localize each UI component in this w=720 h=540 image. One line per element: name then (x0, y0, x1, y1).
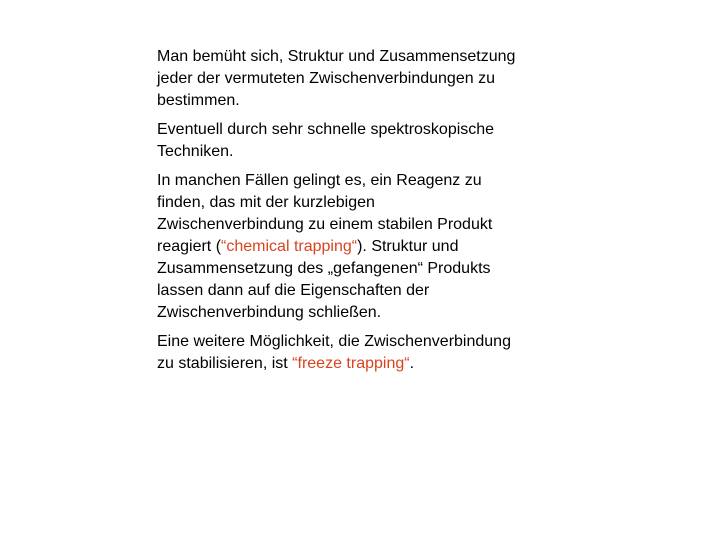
paragraph-freeze-trapping (157, 331, 517, 375)
paragraph-text-pre: In manchen Fällen gelingt es, ein Reagenz zu finden, das mit der kurzlebigen Zwischenverbindung zu einem stabilen Produkt reagiert ( (157, 172, 493, 255)
highlight-chemical-trapping: “chemical trapping“ (221, 238, 358, 255)
paragraph-text-post: . (409, 355, 415, 372)
paragraph-text-pre: Eine weitere Möglichkeit, die Zwischenverbindung zu stabilisieren, ist (157, 333, 511, 372)
paragraph-text-post: ). Struktur und Zusammensetzung des „gefangenen“ Produkts lassen dann auf die Eigenschaften der Zwischenverbindung schließen. (157, 238, 491, 321)
paragraph-chemical-trapping (157, 170, 517, 324)
body-text (157, 46, 517, 382)
paragraph-structure (157, 46, 517, 112)
paragraph-spectroscopy (157, 119, 517, 163)
highlight-freeze-trapping: “freeze trapping“ (292, 355, 410, 372)
paragraph-text: Eventuell durch sehr schnelle spektroskopische Techniken. (157, 121, 495, 160)
paragraph-text: Man bemüht sich, Struktur und Zusammensetzung jeder der vermuteten Zwischenverbindungen zu bestimmen. (157, 48, 516, 109)
